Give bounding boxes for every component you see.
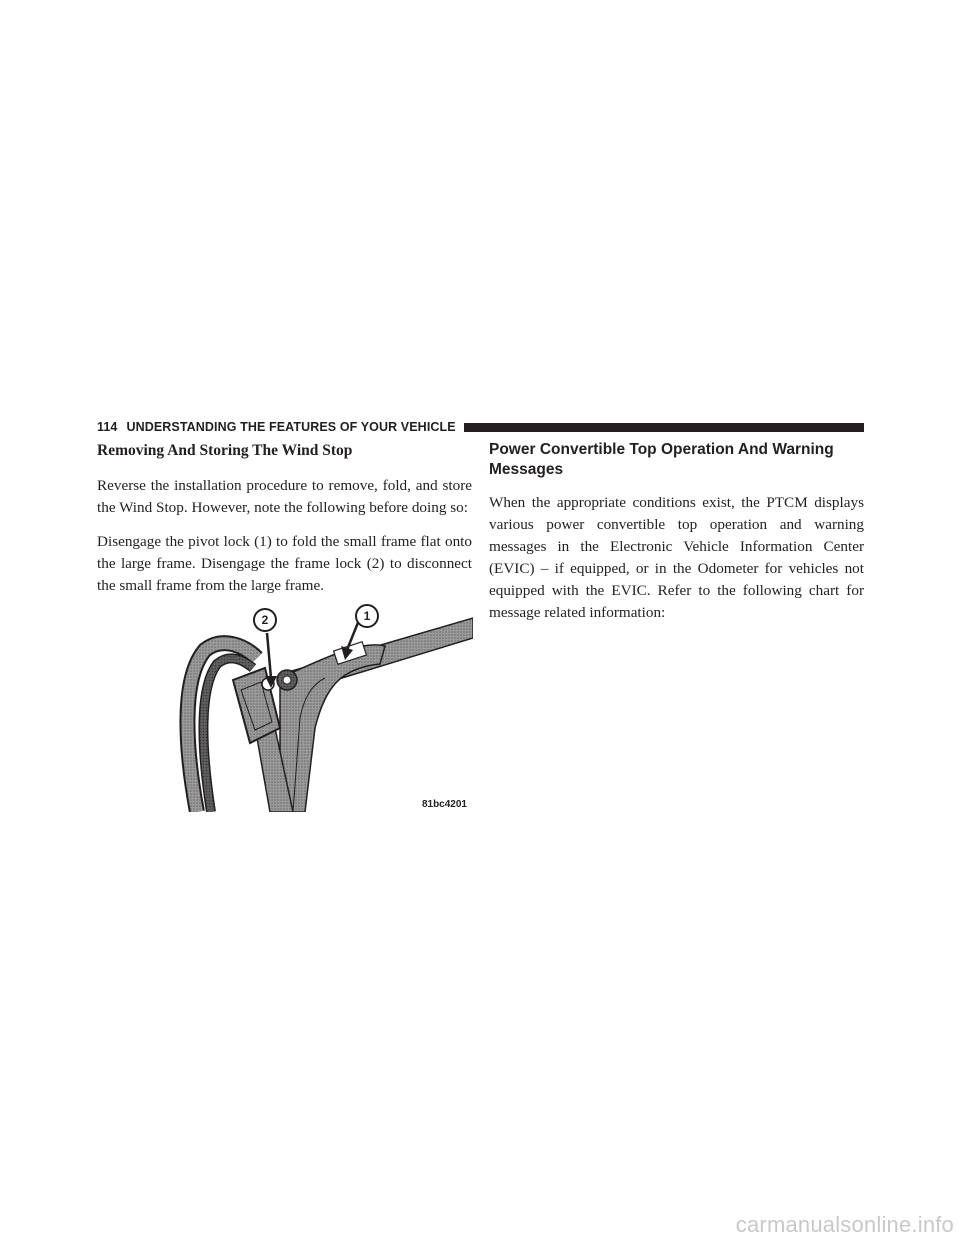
section-title: UNDERSTANDING THE FEATURES OF YOUR VEHICLE [126, 420, 456, 434]
right-column [489, 440, 864, 636]
wind-stop-heading: Removing And Storing The Wind Stop [97, 442, 353, 459]
callout-1: 1 [355, 604, 379, 628]
page-header [97, 418, 864, 436]
left-column [97, 440, 472, 609]
paragraph-ptcm: When the appropriate conditions exist, the PTCM displays various power convertible top operation and warning messages in the Electronic Vehicle Information Center (EVIC) – if equipped, or in the Odometer for vehicles not equipped with the EVIC. Refer to the following chart for message related information: [489, 494, 864, 621]
figure-id: 81bc4201 [421, 799, 467, 810]
convertible-top-heading: Power Convertible Top Operation And Warning Messages [489, 441, 834, 478]
paragraph-intro: Reverse the installation procedure to remove, fold, and store the Wind Stop. However, note the following before doing so: [97, 477, 472, 516]
wind-stop-drawing [175, 598, 473, 812]
wind-stop-illustration [175, 598, 473, 812]
header-rule [464, 423, 864, 432]
callout-2: 2 [253, 608, 277, 632]
paragraph-disengage: Disengage the pivot lock (1) to fold the small frame flat onto the large frame. Disengage the frame lock (2) to disconnect the small frame from the large frame. [97, 533, 472, 594]
watermark: carmanualsonline.info [735, 1212, 954, 1237]
page-number: 114 [97, 420, 118, 434]
